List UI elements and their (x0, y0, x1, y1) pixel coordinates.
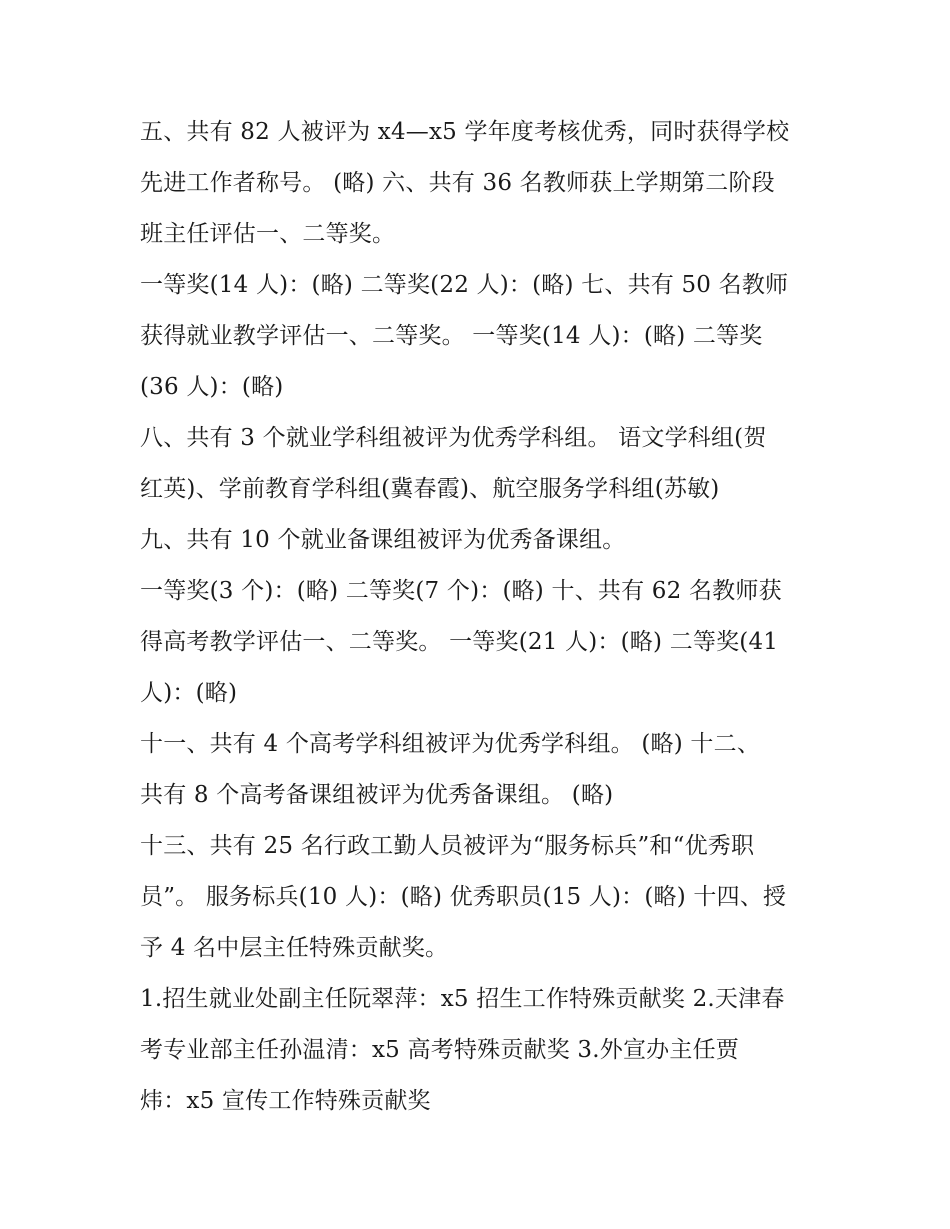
text-line-2: 先进工作者称号。 (略) 六、共有 36 名教师获上学期第二阶段 (140, 170, 775, 196)
document-body (140, 107, 820, 1127)
text-line-16: 员”。 服务标兵(10 人)：(略) 优秀职员(15 人)：(略) 十四、授 (140, 884, 787, 910)
text-line-7: 八、共有 3 个就业学科组被评为优秀学科组。 语文学科组(贺 (140, 425, 767, 451)
text-line-11: 得高考教学评估一、二等奖。 一等奖(21 人)：(略) 二等奖(41 (140, 629, 779, 655)
text-line-20: 炜：x5 宣传工作特殊贡献奖 (140, 1088, 431, 1114)
text-line-17: 予 4 名中层主任特殊贡献奖。 (140, 935, 449, 961)
text-line-18: 1.招生就业处副主任阮翠萍：x5 招生工作特殊贡献奖 2.天津春 (140, 986, 785, 1012)
text-line-14: 共有 8 个高考备课组被评为优秀备课组。 (略) (140, 782, 614, 808)
text-line-1: 五、共有 82 人被评为 x4—x5 学年度考核优秀，同时获得学校 (140, 119, 790, 145)
text-line-12: 人)：(略) (140, 680, 238, 706)
text-line-10: 一等奖(3 个)：(略) 二等奖(7 个)：(略) 十、共有 62 名教师获 (140, 578, 782, 604)
text-line-4: 一等奖(14 人)：(略) 二等奖(22 人)：(略) 七、共有 50 名教师 (140, 272, 789, 298)
text-line-5: 获得就业教学评估一、二等奖。 一等奖(14 人)：(略) 二等奖 (140, 323, 763, 349)
text-line-15: 十三、共有 25 名行政工勤人员被评为“服务标兵”和“优秀职 (140, 833, 755, 859)
text-line-6: (36 人)：(略) (140, 374, 284, 400)
text-line-13: 十一、共有 4 个高考学科组被评为优秀学科组。 (略) 十二、 (140, 731, 761, 757)
text-line-19: 考专业部主任孙温清：x5 高考特殊贡献奖 3.外宣办主任贾 (140, 1037, 739, 1063)
text-line-8: 红英)、学前教育学科组(冀春霞)、航空服务学科组(苏敏) (140, 476, 720, 502)
text-line-3: 班主任评估一、二等奖。 (140, 221, 396, 247)
text-line-9: 九、共有 10 个就业备课组被评为优秀备课组。 (140, 527, 626, 553)
